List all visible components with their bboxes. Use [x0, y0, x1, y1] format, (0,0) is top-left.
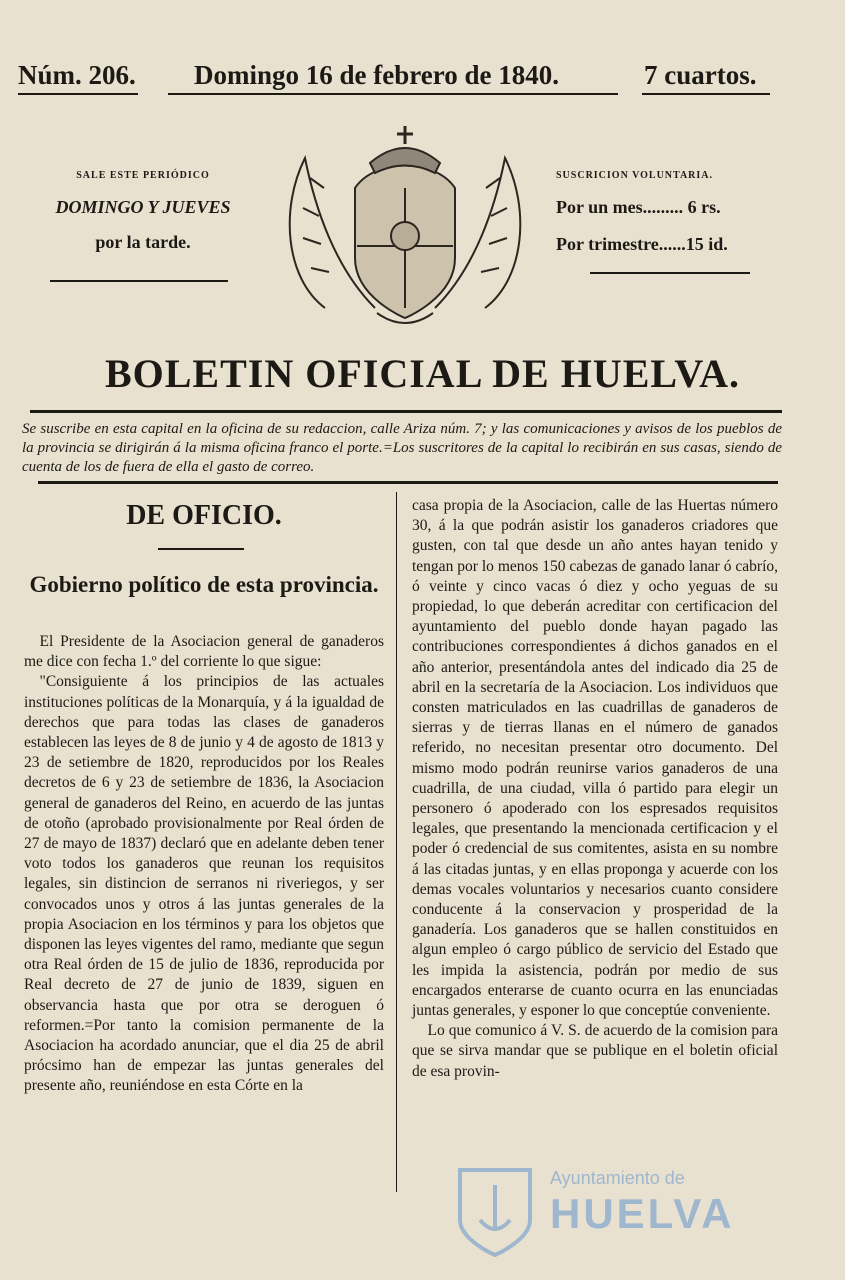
article-heading: Gobierno político de esta provincia.: [29, 572, 379, 597]
paragraph: casa propia de la Asociacion, calle de las Huertas número 30, á la que podrán asistir los ganaderos criadores que gusten, con tal que desde un año antes hayan tenido y tengan por lo menos 150 cabezas de ganado lanar ó cabrío, ó veinte y cinco vacas ó diez y ocho yeguas de su propiedad, lo que deberán acreditar con certificacion del ayuntamiento del pueblo donde hayan pagado las contribuciones correspondientes á dichos ganados en el año anterior, presentándola antes del indicado dia 25 de abril en la secretaría de la Asociacion. Los individuos que consten matriculados en las cuadrillas de ganaderos de sierras y de tierras llanas en el número de ganados referido, no necesitan presentar otro documento. Del mismo modo podrán reunirse varios ganaderos de una cuadrilla, de una ciudad, villa ó partido para elegir un personero ó apoderado con los espresados requisitos legales, que presentando la mencionada certificacion y el poder ó credencial de sus comitentes, asista en su nombre á las citadas juntas, y en ellas proponga y acuerde con los demas vocales voluntarios y necesarios cuanto considere conducente á la conservacion y prosperidad de la ganadería. Los ganaderos que se hallen constituidos en algun empleo ó cargo público de servicio del Estado que les impida la asistencia, podrán por medio de sus encargados enterarse de cuanto ocurra en las enunciadas juntas generales, y esponer lo que conceptúe conveniente.: [412, 497, 778, 1020]
newspaper-title: BOLETIN OFICIAL DE HUELVA.: [104, 351, 741, 396]
column-divider: [396, 492, 397, 1192]
subscription-prices: [556, 170, 786, 255]
section-heading: DE OFICIO.: [126, 500, 282, 531]
left-column: [24, 632, 384, 1097]
paragraph: Lo que comunico á V. S. de acuerdo de la comision para que se sirva mandar que se publique en el boletin oficial de esa provin-: [412, 1022, 778, 1080]
right-column: [412, 496, 778, 1082]
paragraph: "Consiguiente á los principios de las actuales instituciones políticas de la Monarquía, y á la igualdad de derechos que para todas las clases de ganaderos establecen las leyes de 8 de junio y 4 de agosto de 1813 y 23 de setiembre de 1820, reproducidos por los Reales decretos de 6 y 23 de setiembre de 1836, la Asociacion general de ganaderos del Reino, en acuerdo de las juntas de otoño (aprobado provisionalmente por Real órden de 27 de mayo de 1837) declaró que en adelante deben tener voto todos los ganaderos que reunan los requisitos legales, sin distincion de serranos ni riveriegos, y ser convocados unos y otros á las juntas generales de la propia Asociacion en los términos y para los objetos que disponen las leyes vigentes del ramo, mediante que segun otra Real órden de 15 de julio de 1836, reproducida por Real decreto de 27 de junio de 1839, siguen en observancia hasta que por otra se deroguen ó reformen.=Por tanto la comision permanente de la Asociacion ha acordado anunciar, que el dia 25 de abril prócsimo han de empezar las juntas generales del presente año, reuniéndose en esta Córte en la: [24, 673, 384, 1095]
masthead: [18, 58, 788, 92]
city-shield-icon: [450, 1160, 540, 1260]
schedule-line-2: DOMINGO Y JUEVES: [55, 197, 231, 217]
issue-price: 7 cuartos.: [644, 59, 757, 90]
section-rule: [158, 548, 244, 550]
notice-rule-bottom: [38, 481, 778, 484]
notice-rule-top: [30, 410, 782, 413]
issue-number: Núm. 206.: [18, 59, 136, 90]
royal-coat-of-arms-icon: [265, 118, 545, 338]
schedule-line-3: por la tarde.: [95, 232, 191, 252]
watermark-line-2: HUELVA: [550, 1190, 735, 1237]
right-header-rule: [590, 272, 750, 274]
masthead-rule-center: [168, 93, 618, 95]
price-trimester: Por trimestre......15 id.: [556, 234, 728, 254]
publication-schedule: [28, 170, 258, 253]
paragraph: El Presidente de la Asociacion general de ganaderos me dice con fecha 1.º del corriente lo que sigue:: [24, 633, 384, 671]
issue-date: Domingo 16 de febrero de 1840.: [194, 59, 559, 90]
municipal-watermark: [430, 1160, 770, 1260]
watermark-line-1: Ayuntamiento de: [550, 1168, 685, 1188]
masthead-rule-left: [18, 93, 138, 95]
schedule-line-1: SALE ESTE PERIÓDICO: [76, 170, 210, 181]
subscription-label: SUSCRICION VOLUNTARIA.: [556, 170, 714, 181]
subscription-notice: Se suscribe en esta capital en la oficina de su redaccion, calle Ariza núm. 7; y las comunicaciones y avisos de los pueblos de la provincia se dirigirán á la misma oficina franco el porte.=Los suscritores de la capital lo recibirán en sus casas, siendo de cuenta de los de fuera de ella el gasto de correo.: [22, 421, 782, 475]
masthead-rule-right: [642, 93, 770, 95]
left-header-rule: [50, 280, 228, 282]
price-month: Por un mes......... 6 rs.: [556, 197, 721, 217]
